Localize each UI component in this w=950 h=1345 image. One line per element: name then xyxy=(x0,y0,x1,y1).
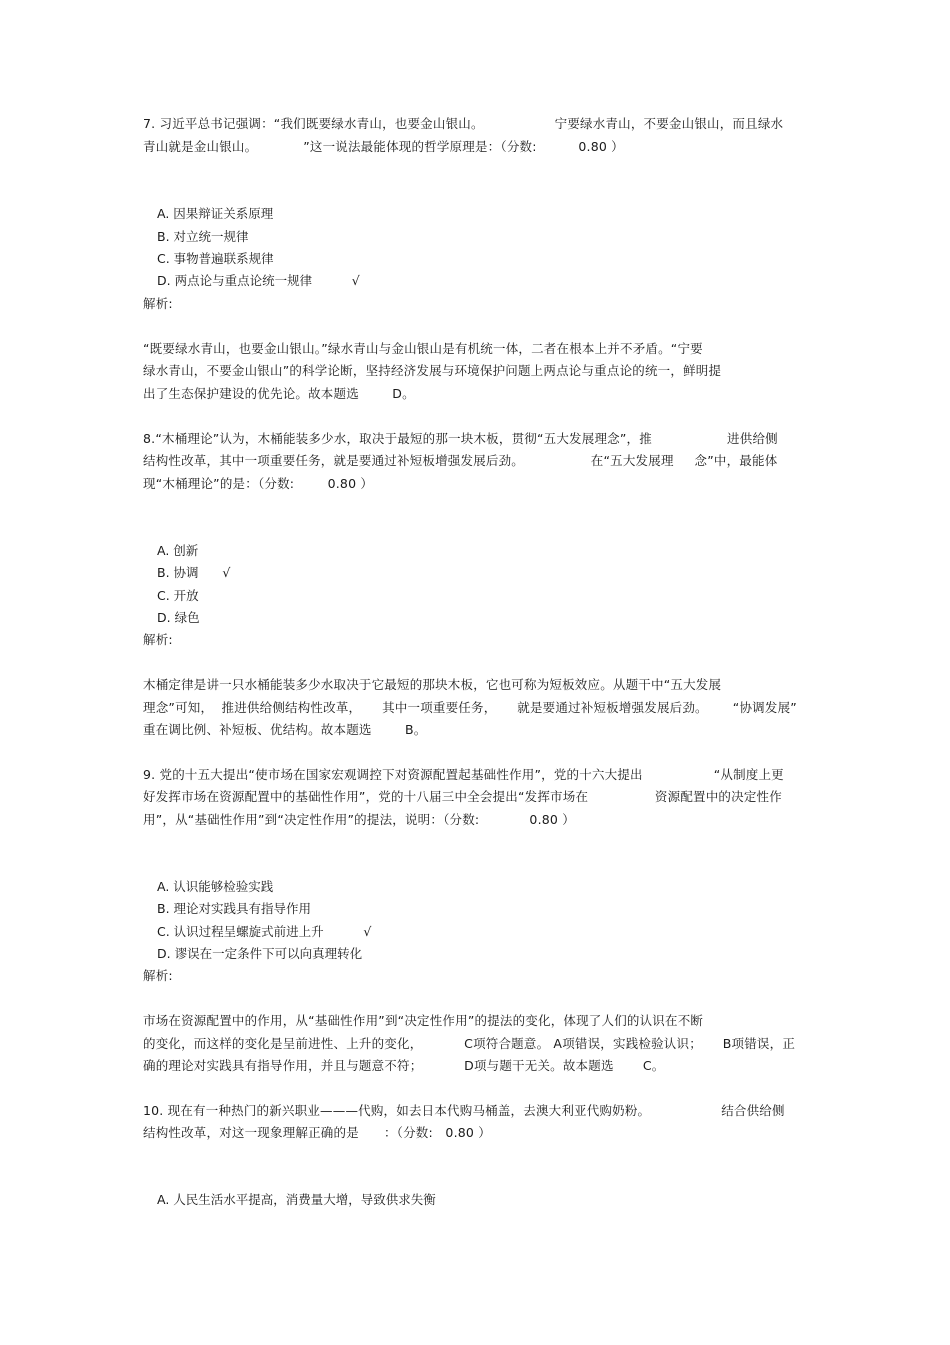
question-7-analysis-line-2: 绿水青山，不要金山银山”的科学论断，坚持经济发展与环境保护问题上两点论与重点论的统一，鲜明提 xyxy=(143,363,722,378)
question-8-analysis-line-3: 重在调比例、补短板、优结构。故本题选 B。 xyxy=(143,722,427,737)
question-7-analysis-label: 解析: xyxy=(143,296,173,311)
question-9-analysis-line-2: 的变化，而这样的变化是呈前进性、上升的变化， C项符合题意。 A项错误，实践检验认识； B项错误，正 xyxy=(143,1036,796,1051)
question-8-analysis-label: 解析: xyxy=(143,632,173,647)
question-8-option-a: A. 创新 xyxy=(157,543,199,558)
question-7-option-d: D. 两点论与重点论统一规律 √ xyxy=(157,273,360,288)
question-7-option-a: A. 因果辩证关系原理 xyxy=(157,206,274,221)
question-7-option-b: B. 对立统一规律 xyxy=(157,229,249,244)
question-7-stem-line-1: 7. 习近平总书记强调：“我们既要绿水青山，也要金山银山。 宁要绿水青山，不要金山银山，而且绿水 xyxy=(143,116,784,131)
question-9-analysis-line-3: 确的理论对实践具有指导作用，并且与题意不符； D项与题干无关。故本题选 C。 xyxy=(143,1058,665,1073)
question-9-option-d: D. 谬误在一定条件下可以向真理转化 xyxy=(157,946,363,961)
question-9-stem-line-2: 好发挥市场在资源配置中的基础性作用”，党的十八届三中全会提出“发挥市场在 资源配置中的决定性作 xyxy=(143,789,782,804)
question-7-analysis-line-3: 出了生态保护建设的优先论。故本题选 D。 xyxy=(143,386,415,401)
question-10-stem-line-1: 10. 现在有一种热门的新兴职业———代购，如去日本代购马桶盖，去澳大利亚代购奶粉。 结合供给侧 xyxy=(143,1103,785,1118)
question-8-option-d: D. 绿色 xyxy=(157,610,200,625)
question-9-option-b: B. 理论对实践具有指导作用 xyxy=(157,901,312,916)
question-10-stem-line-2: 结构性改革，对这一现象理解正确的是 ：（分数: 0.80 ） xyxy=(143,1125,491,1140)
question-8-option-c: C. 开放 xyxy=(157,588,199,603)
question-9-analysis-label: 解析: xyxy=(143,968,173,983)
question-9-stem-line-3: 用”，从“基础性作用”到“决定性作用”的提法，说明：（分数: 0.80 ） xyxy=(143,812,575,827)
question-8-stem-line-3: 现“木桶理论”的是：（分数: 0.80 ） xyxy=(143,476,374,491)
question-7-option-c: C. 事物普遍联系规律 xyxy=(157,251,274,266)
question-8-option-b: B. 协调 √ xyxy=(157,565,231,580)
question-9-option-c: C. 认识过程呈螺旋式前进上升 √ xyxy=(157,924,372,939)
question-7-stem-line-2: 青山就是金山银山。 ”这一说法最能体现的哲学原理是：（分数: 0.80 ） xyxy=(143,139,624,154)
question-8-analysis-line-1: 木桶定律是讲一只水桶能装多少水取决于它最短的那块木板，它也可称为短板效应。从题干中“五大发展 xyxy=(143,677,722,692)
question-9-option-a: A. 认识能够检验实践 xyxy=(157,879,274,894)
question-7-analysis-line-1: “既要绿水青山，也要金山银山。”绿水青山与金山银山是有机统一体，二者在根本上并不矛盾。“宁要 xyxy=(143,341,703,356)
question-10-option-a: A. 人民生活水平提高，消费量大增，导致供求失衡 xyxy=(157,1192,436,1207)
question-8-stem-line-2: 结构性改革，其中一项重要任务，就是要通过补短板增强发展后劲。 在“五大发展理 念”中，最能体 xyxy=(143,453,778,468)
question-9-analysis-line-1: 市场在资源配置中的作用，从“基础性作用”到“决定性作用”的提法的变化，体现了人们的认识在不断 xyxy=(143,1013,704,1028)
question-8-analysis-line-2: 理念”可知， 推进供给侧结构性改革， 其中一项重要任务， 就是要通过补短板增强发展后劲。 “协调发展” xyxy=(143,700,797,715)
question-9-stem-line-1: 9. 党的十五大提出“使市场在国家宏观调控下对资源配置起基础性作用”，党的十六大提出 “从制度上更 xyxy=(143,767,784,782)
question-8-stem-line-1: 8.“木桶理论”认为，木桶能装多少水，取决于最短的那一块木板，贯彻“五大发展理念”，推 进供给侧 xyxy=(143,431,778,446)
